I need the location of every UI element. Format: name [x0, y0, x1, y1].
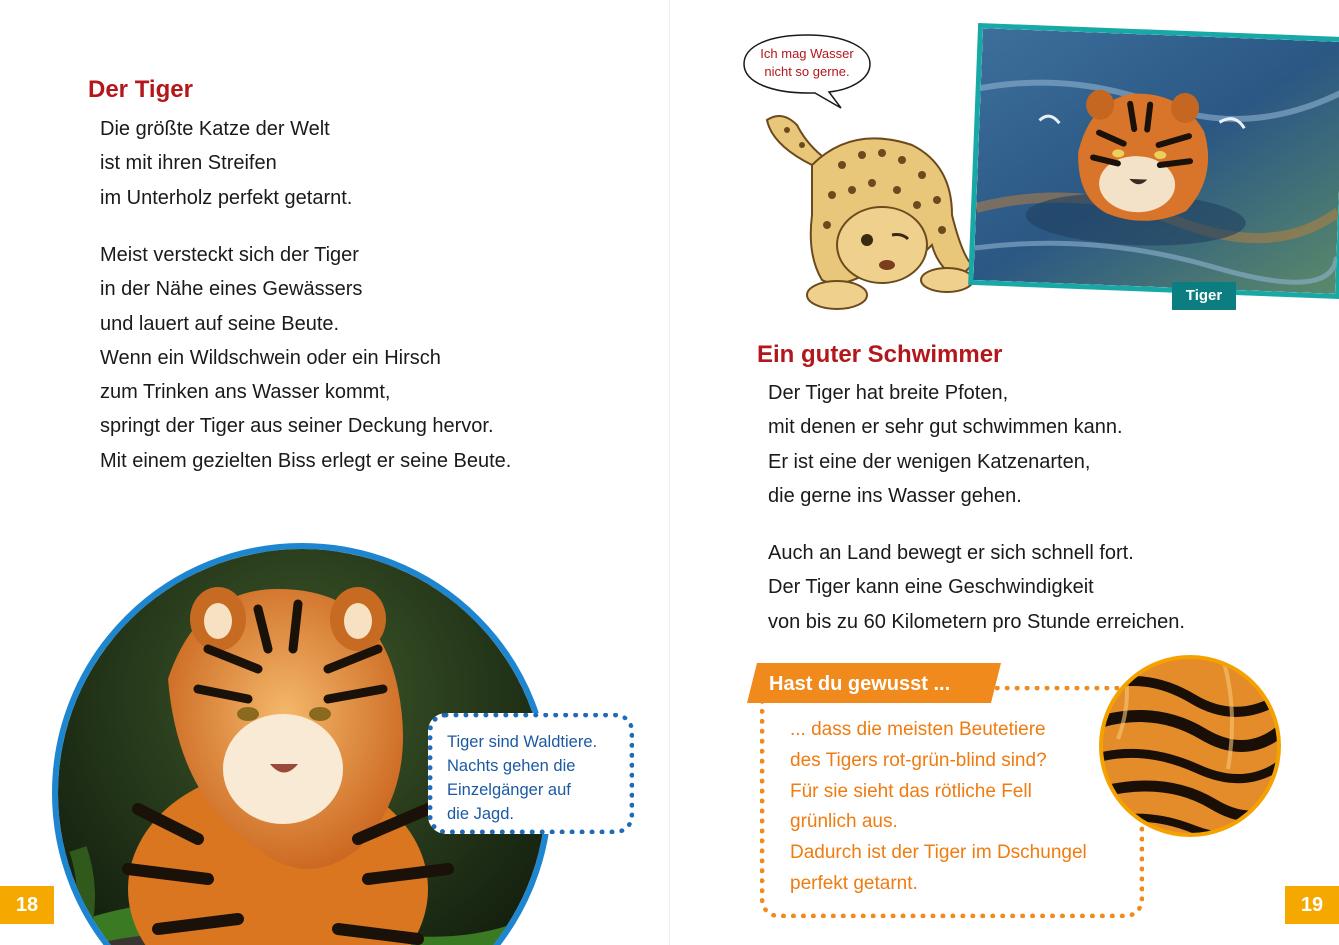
tiger-fur-photo	[1099, 655, 1281, 837]
photo-label-tiger: Tiger	[1172, 282, 1236, 310]
caption-line: Nachts gehen die	[447, 757, 576, 775]
fact-line: Dadurch ist der Tiger im Dschungel	[790, 842, 1087, 864]
photo-caption-box	[428, 713, 634, 834]
text-line: von bis zu 60 Kilometern pro Stunde erreichen.	[768, 610, 1185, 633]
leopard-cartoon-illustration	[752, 105, 982, 315]
fact-header	[747, 663, 1001, 703]
fact-line: ... dass die meisten Beutetiere	[790, 719, 1046, 740]
text-line: und lauert auf seine Beute.	[100, 312, 340, 335]
text-line: Mit einem gezielten Biss erlegt er seine Beute.	[100, 449, 512, 472]
text-line: in der Nähe eines Gewässers	[100, 278, 363, 301]
text-line: Der Tiger kann eine Geschwindigkeit	[768, 576, 1094, 599]
fact-line: des Tigers rot-grün-blind sind?	[790, 749, 1047, 771]
right-paragraph-2	[768, 536, 1185, 639]
caption-line: Tiger sind Waldtiere.	[447, 733, 598, 751]
left-paragraph-1	[100, 112, 352, 215]
fur-photo-image	[1103, 659, 1277, 833]
fact-line: perfekt getarnt.	[790, 872, 918, 894]
caption-line: die Jagd.	[447, 805, 514, 823]
left-page-title: Der Tiger	[88, 76, 193, 103]
text-line: springt der Tiger aus seiner Deckung hervor.	[100, 415, 494, 438]
page-fold	[669, 0, 670, 945]
text-line: Er ist eine der wenigen Katzenarten,	[768, 450, 1091, 473]
fact-line: grünlich aus.	[790, 811, 898, 833]
left-paragraph-2	[100, 238, 511, 478]
text-line: die gerne ins Wasser gehen.	[768, 484, 1022, 507]
page-number-right: 19	[1285, 886, 1339, 924]
fact-text	[790, 715, 1087, 900]
text-line: mit denen er sehr gut schwimmen kann.	[768, 416, 1123, 439]
text-line: Wenn ein Wildschwein oder ein Hirsch	[100, 346, 441, 369]
fact-line: Für sie sieht das rötliche Fell	[790, 780, 1032, 802]
speech-bubble	[741, 32, 873, 104]
swimming-photo-image	[973, 28, 1339, 294]
fact-title: Hast du gewusst ...	[769, 673, 951, 695]
text-line: zum Trinken ans Wasser kommt,	[100, 381, 391, 404]
text-line: im Unterholz perfekt getarnt.	[100, 186, 353, 209]
tiger-swimming-photo	[968, 23, 1339, 299]
text-line: ist mit ihren Streifen	[100, 152, 277, 175]
text-line: Der Tiger hat breite Pfoten,	[768, 382, 1009, 404]
text-line: Die größte Katze der Welt	[100, 118, 330, 140]
right-paragraph-1	[768, 376, 1123, 513]
text-line: Auch an Land bewegt er sich schnell fort.	[768, 542, 1134, 564]
caption-line: Einzelgänger auf	[447, 781, 571, 799]
page-number-left: 18	[0, 886, 54, 924]
speech-line: nicht so gerne.	[764, 64, 850, 79]
text-line: Meist versteckt sich der Tiger	[100, 244, 359, 266]
speech-line: Ich mag Wasser	[760, 46, 854, 61]
right-page-title: Ein guter Schwimmer	[757, 341, 1003, 368]
